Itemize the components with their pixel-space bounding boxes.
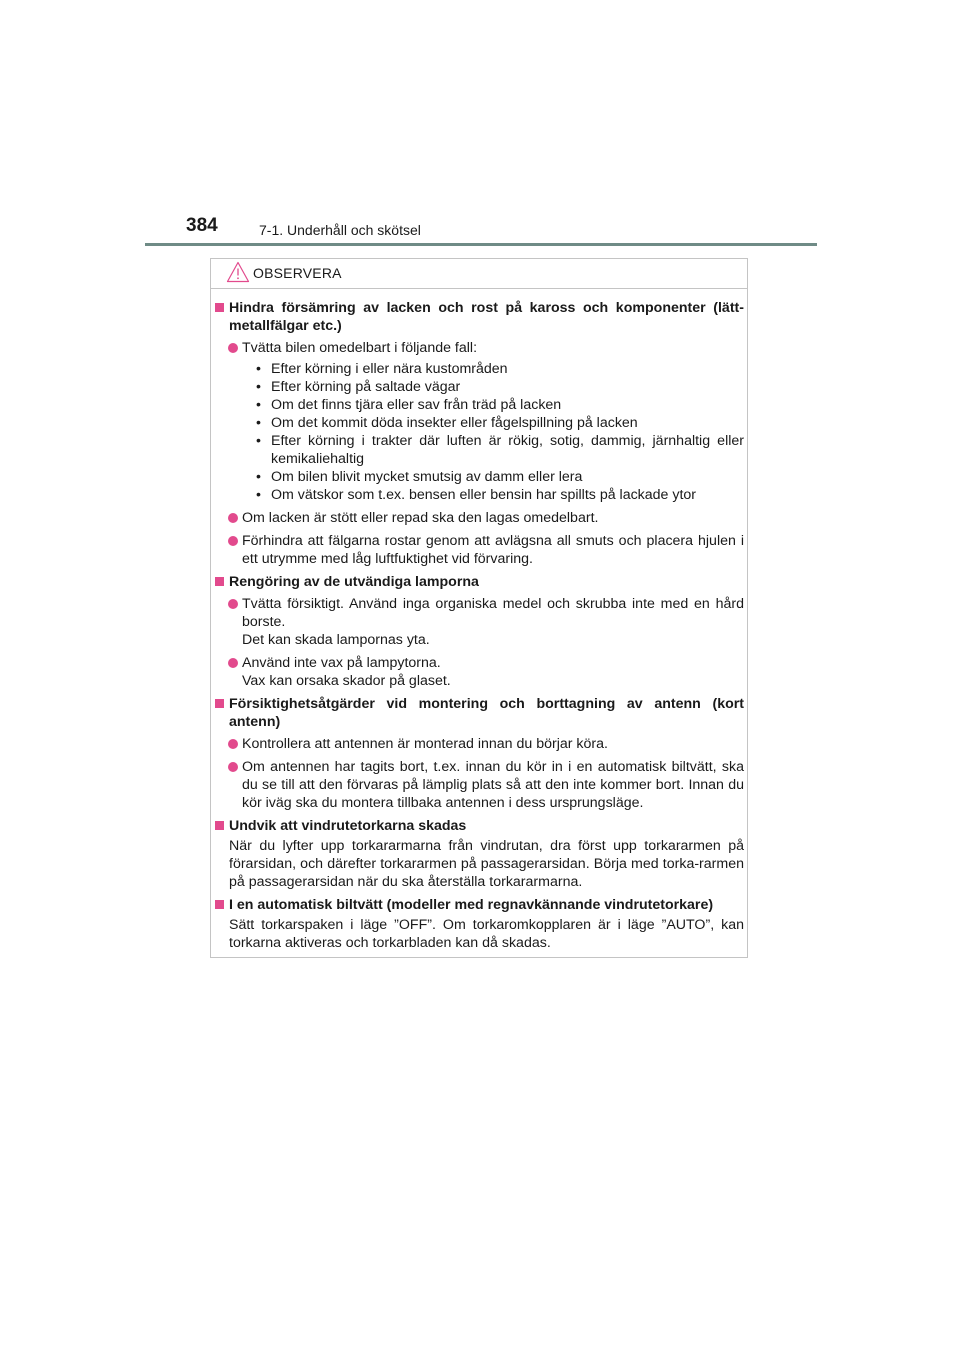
section-heading xyxy=(215,299,744,335)
header-rule xyxy=(145,243,817,246)
round-bullet-icon xyxy=(228,739,238,749)
caution-body xyxy=(215,299,744,957)
section-heading xyxy=(215,573,744,591)
section-heading-text: Försiktighetsåtgärder vid montering och borttagning av antenn (kort antenn) xyxy=(229,696,744,730)
square-bullet-icon xyxy=(215,699,224,708)
page-number: 384 xyxy=(186,215,218,236)
round-bullet-icon xyxy=(228,762,238,772)
round-bullet-icon xyxy=(228,599,238,609)
section-heading xyxy=(215,695,744,731)
sub-list-item: • Om bilen blivit mycket smutsig av damm eller lera xyxy=(256,468,744,486)
square-bullet-icon xyxy=(215,577,224,586)
bullet-item xyxy=(215,339,744,357)
round-bullet-icon xyxy=(228,658,238,668)
bullet-text: Om antennen har tagits bort, t.ex. innan du kör in i en automatisk biltvätt, ska du se till att den förvaras på lämplig plats så att den inte kommer bort. Innan du kör iväg ska du montera tillbaka antennen i dess ursprungsläge. xyxy=(242,759,744,811)
round-bullet-icon xyxy=(228,513,238,523)
caution-label: OBSERVERA xyxy=(253,265,342,281)
section-paragraph: Sätt torkarspaken i läge ”OFF”. Om torkaromkopplaren är i läge ”AUTO”, kan torkarna aktiveras och torkarbladen kan då skadas. xyxy=(229,917,744,951)
caution-box xyxy=(210,258,748,958)
sub-list-item: • Om det finns tjära eller sav från träd på lacken xyxy=(256,396,744,414)
section-heading-text: Undvik att vindrutetorkarna skadas xyxy=(229,818,467,834)
section-heading xyxy=(215,817,744,835)
section-heading xyxy=(215,896,744,914)
bullet-text: Tvätta försiktigt. Använd inga organiska medel och skrubba inte med en hård borste. xyxy=(242,596,744,630)
bullet-text: Kontrollera att antennen är monterad innan du börjar köra. xyxy=(242,736,608,752)
bullet-item xyxy=(215,532,744,568)
bullet-note: Vax kan orsaka skador på glaset. xyxy=(242,673,451,689)
section-heading-text: Rengöring av de utvändiga lamporna xyxy=(229,574,479,590)
bullet-text: Använd inte vax på lampytorna. xyxy=(242,655,441,671)
sub-list-item: • Efter körning i eller nära kustområden xyxy=(256,360,744,378)
square-bullet-icon xyxy=(215,900,224,909)
bullet-item xyxy=(215,595,744,649)
bullet-item xyxy=(215,758,744,812)
bullet-note: Det kan skada lampornas yta. xyxy=(242,632,430,648)
sub-list-item: • Efter körning i trakter där luften är rökig, sotig, dammig, järnhaltig eller kemikaliehaltig xyxy=(256,432,744,468)
section-heading-text: I en automatisk biltvätt (modeller med regnavkännande vindrutetorkare) xyxy=(229,897,714,913)
bullet-item xyxy=(215,509,744,527)
caution-header xyxy=(211,259,747,289)
round-bullet-icon xyxy=(228,536,238,546)
warning-triangle-icon xyxy=(226,261,250,283)
sub-list-item: • Om det kommit döda insekter eller fågelspillning på lacken xyxy=(256,414,744,432)
bullet-text: Tvätta bilen omedelbart i följande fall: xyxy=(242,340,478,356)
section-paragraph: När du lyfter upp torkararmarna från vindrutan, dra först upp torkararmen på förarsidan, och därefter torkararmen på passagerarsidan. Börja med torka-rarmen på passagerarsidan när du ska återställa torkararmarna. xyxy=(229,838,744,890)
section-title: 7-1. Underhåll och skötsel xyxy=(259,222,421,238)
bullet-item xyxy=(215,654,744,690)
bullet-text: Förhindra att fälgarna rostar genom att avlägsna all smuts och placera hjulen i ett utrymme med låg luftfuktighet vid förvaring. xyxy=(242,533,744,567)
sub-list-item: • Efter körning på saltade vägar xyxy=(256,378,744,396)
bullet-text: Om lacken är stött eller repad ska den lagas omedelbart. xyxy=(242,510,599,526)
round-bullet-icon xyxy=(228,343,238,353)
square-bullet-icon xyxy=(215,303,224,312)
sub-list-item: • Om vätskor som t.ex. bensen eller bensin har spillts på lackade ytor xyxy=(256,486,744,504)
square-bullet-icon xyxy=(215,821,224,830)
bullet-item xyxy=(215,735,744,753)
sub-list xyxy=(215,360,744,504)
section-heading-text: Hindra försämring av lacken och rost på kaross och komponenter (lätt-metallfälgar etc.) xyxy=(229,300,744,334)
